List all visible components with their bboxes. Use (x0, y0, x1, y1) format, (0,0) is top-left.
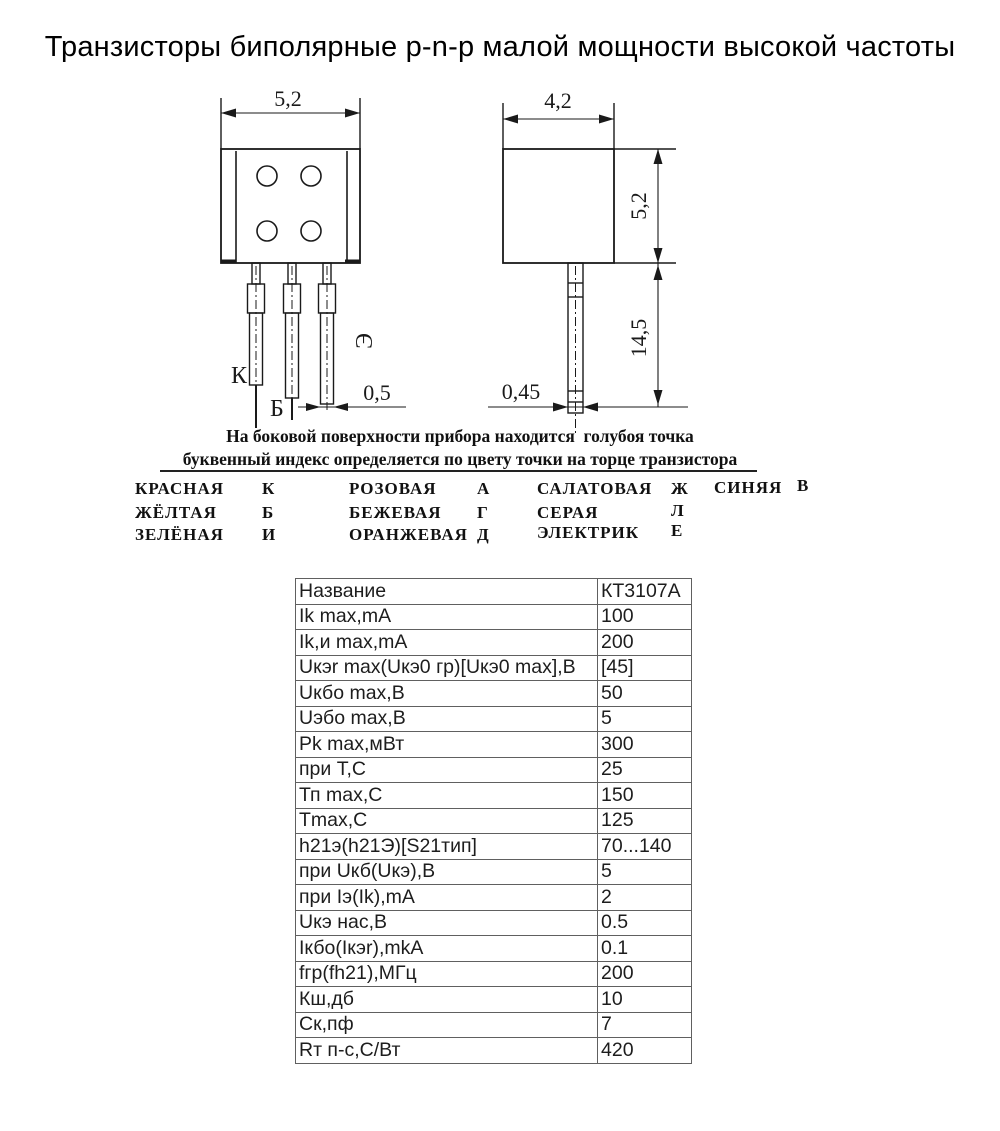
table-row (296, 783, 692, 809)
param-value: 125 (598, 808, 692, 834)
param-value: КТ3107А (598, 579, 692, 605)
mold-dot (301, 166, 321, 186)
table-row (296, 910, 692, 936)
page-title: Транзисторы биполярные p-n-p малой мощности высокой частоты (44, 31, 956, 63)
param-name: Uкбо max,В (296, 681, 598, 707)
side-view-drawing (488, 88, 688, 433)
color-name: ЗЕЛЁНАЯ (135, 525, 224, 544)
param-name: при Т,С (296, 757, 598, 783)
color-letter: И (262, 525, 277, 544)
mold-dot (257, 166, 277, 186)
param-name: fгр(fh21),МГц (296, 961, 598, 987)
color-letter: Б (262, 503, 275, 522)
param-value: 420 (598, 1038, 692, 1064)
note-line-1: На боковой поверхности прибора находится голубоя точка (226, 426, 694, 446)
color-name: САЛАТОВАЯ (537, 479, 653, 498)
param-name: h21э(h21Э)[S21тип] (296, 834, 598, 860)
param-name: при Uкб(Uкэ),В (296, 859, 598, 885)
dim-side-width-label: 4,2 (544, 88, 572, 113)
param-value: 300 (598, 732, 692, 758)
color-letter: А (477, 479, 491, 498)
table-row (296, 936, 692, 962)
table-row (296, 808, 692, 834)
param-value: 150 (598, 783, 692, 809)
param-value: 200 (598, 961, 692, 987)
param-value: 7 (598, 1012, 692, 1038)
table-row (296, 655, 692, 681)
table-row (296, 706, 692, 732)
table-row (296, 885, 692, 911)
table-row (296, 630, 692, 656)
dim-side-lead-length-label: 14,5 (626, 318, 651, 358)
table-row (296, 859, 692, 885)
table-row (296, 1012, 692, 1038)
table-row (296, 604, 692, 630)
color-name: БЕЖЕВАЯ (349, 503, 442, 522)
param-name: Tmax,C (296, 808, 598, 834)
color-name: КРАСНАЯ (135, 479, 225, 498)
color-letter: Е (671, 521, 684, 540)
param-value: 5 (598, 706, 692, 732)
pin-label-base: Б (270, 396, 284, 422)
table-row (296, 1038, 692, 1064)
param-name: Ск,пф (296, 1012, 598, 1038)
lead-collector (248, 263, 265, 428)
table-row (296, 987, 692, 1013)
dim-side-lead-thickness-label: 0,45 (501, 379, 541, 404)
color-name: СЕРАЯ (537, 503, 599, 522)
color-name: ОРАНЖЕВАЯ (349, 525, 468, 544)
param-name: Pk max,мВт (296, 732, 598, 758)
param-value: 70...140 (598, 834, 692, 860)
param-value: 25 (598, 757, 692, 783)
param-value: 0.1 (598, 936, 692, 962)
color-letter: К (262, 479, 276, 498)
color-name: СИНЯЯ (714, 478, 783, 497)
color-letter: Д (477, 525, 490, 544)
param-name: Rт п-с,С/Вт (296, 1038, 598, 1064)
table-row (296, 834, 692, 860)
color-name: ЭЛЕКТРИК (537, 523, 640, 542)
color-name: РОЗОВАЯ (349, 479, 437, 498)
dim-side-body-height-label: 5,2 (626, 192, 651, 220)
param-value: 5 (598, 859, 692, 885)
pin-label-emitter: Э (352, 333, 378, 349)
mold-dot (257, 221, 277, 241)
table-row (296, 757, 692, 783)
param-name: Ik,и max,mA (296, 630, 598, 656)
table-row (296, 681, 692, 707)
param-value: 200 (598, 630, 692, 656)
param-value: 100 (598, 604, 692, 630)
dim-front-width-label: 5,2 (274, 86, 302, 111)
param-name: Тп max,C (296, 783, 598, 809)
param-name: при Iэ(Ik),mA (296, 885, 598, 911)
package-drawings (0, 0, 1000, 470)
param-name: Название (296, 579, 598, 605)
color-letter: В (797, 476, 810, 495)
pin-label-collector: К (231, 363, 248, 389)
param-name: Uкэr max(Uкэ0 гр)[Uкэ0 max],В (296, 655, 598, 681)
param-value: 50 (598, 681, 692, 707)
param-name: Iкбо(Iкэr),mkA (296, 936, 598, 962)
dim-front-lead-width-label: 0,5 (363, 380, 391, 405)
spec-table (295, 578, 692, 1064)
color-letter: Г (477, 503, 489, 522)
param-value: 10 (598, 987, 692, 1013)
front-view-drawing (221, 86, 406, 428)
param-value: 2 (598, 885, 692, 911)
note-line-2: буквенный индекс определяется по цвету точки на торце транзистора (182, 449, 738, 469)
table-row (296, 732, 692, 758)
lead-base (284, 263, 301, 420)
param-value: 0.5 (598, 910, 692, 936)
divider-rule (160, 470, 757, 472)
param-name: Uкэ нас,В (296, 910, 598, 936)
param-name: Uэбо max,В (296, 706, 598, 732)
table-header-row (296, 579, 692, 605)
param-value: [45] (598, 655, 692, 681)
mold-dot (301, 221, 321, 241)
table-row (296, 961, 692, 987)
color-letter: Ж (671, 479, 689, 498)
param-name: Ik max,mA (296, 604, 598, 630)
lead-emitter (319, 263, 336, 410)
param-name: Кш,дб (296, 987, 598, 1013)
color-letter: Л (671, 501, 685, 520)
color-name: ЖЁЛТАЯ (135, 503, 217, 522)
